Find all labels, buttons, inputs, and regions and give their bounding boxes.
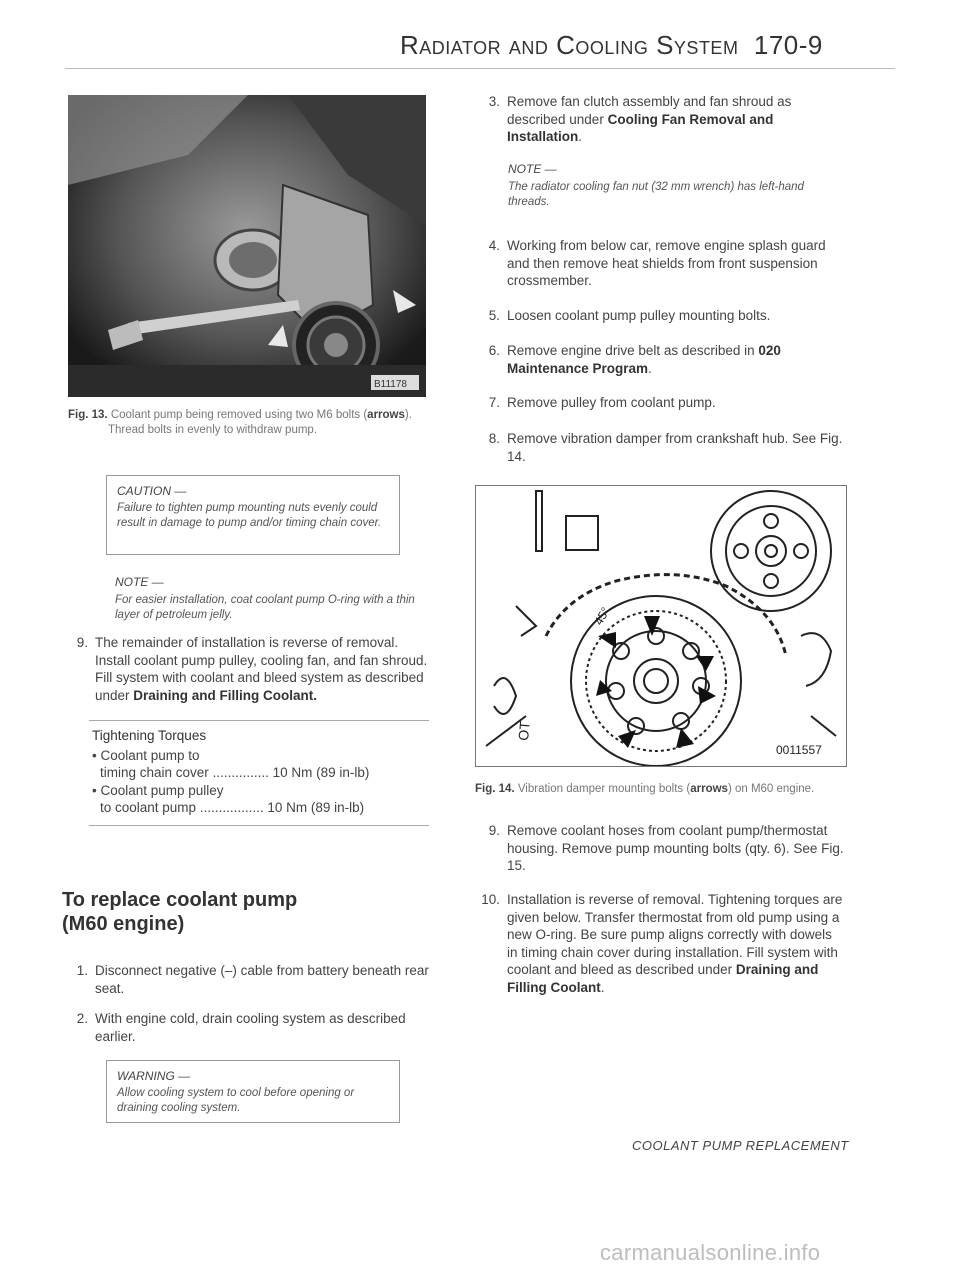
step-number: 5.: [488, 308, 500, 323]
fig13-label: Fig. 13.: [68, 409, 108, 421]
left-note-label: NOTE —: [115, 575, 164, 589]
fig13-caption: [68, 408, 448, 438]
header-rule: [65, 68, 895, 69]
caution-box: [106, 475, 400, 555]
heading-line1: To replace coolant pump: [62, 889, 298, 911]
torque-dots: .................: [199, 800, 264, 815]
watermark-text: carmanualsonline.info: [600, 1240, 821, 1265]
right-note: [508, 162, 838, 210]
fig14-text-2: ) on M60 engine.: [727, 783, 815, 795]
engine-photo-illustration: [68, 95, 426, 397]
step-number: 9.: [488, 823, 500, 838]
step-bold-ref: Draining and Filling Coolant: [507, 962, 819, 995]
left-note: [115, 575, 415, 623]
step-number: 4.: [488, 238, 500, 253]
torque-line1: • Coolant pump to: [92, 747, 200, 763]
step-text: With engine cold, drain cooling system as described earlier.: [95, 1011, 406, 1044]
vibration-damper-line-drawing: [476, 486, 846, 766]
step-number: 10.: [481, 892, 500, 907]
torque-top-rule: [89, 720, 429, 721]
step-bold-ref: Draining and Filling Coolant.: [133, 687, 318, 703]
step-text: Disconnect negative (–) cable from battery beneath rear seat.: [95, 963, 429, 996]
fig14-drawing: [475, 485, 847, 767]
step-text: Remove vibration damper from crankshaft hub. See Fig. 14.: [507, 431, 843, 464]
step-number: 1.: [76, 963, 88, 978]
step-number: 3.: [488, 94, 500, 109]
step-number: 2.: [76, 1011, 88, 1026]
section-heading: [62, 888, 442, 936]
fig14-label: Fig. 14.: [475, 783, 515, 795]
torque-value: 10 Nm (89 in-lb): [272, 765, 370, 780]
torques-title: Tightening Torques: [92, 728, 207, 743]
caution-label: CAUTION —: [117, 484, 187, 498]
header-page-number: 170-9: [753, 30, 823, 60]
step-text: Loosen coolant pump pulley mounting bolts.: [507, 308, 771, 323]
step-text: The remainder of installation is reverse of removal. Install coolant pump pulley, cooling fan, and fan shroud. Fill system with coolant and bleed system as described under: [95, 635, 428, 703]
torque-line2: to coolant pump: [100, 800, 197, 815]
step-text: Remove coolant hoses from coolant pump/thermostat housing. Remove pump mounting bolts (qty. 6). See Fig. 15.: [507, 823, 844, 873]
step-number: 7.: [488, 395, 500, 410]
step-tail: .: [648, 360, 652, 376]
right-note-label: NOTE —: [508, 162, 557, 176]
fig14-drawing-id: 0011557: [776, 743, 822, 757]
step-number: 8.: [488, 431, 500, 446]
fig14-text-1: Vibration damper mounting bolts (: [517, 783, 691, 795]
fig13-photo: [68, 95, 426, 397]
heading-line2: (M60 engine): [62, 913, 185, 935]
step-tail: .: [578, 129, 583, 144]
step-bold-ref: Cooling Fan Removal and Installation: [507, 111, 774, 144]
fig14-angle-mark: 45°: [591, 604, 613, 628]
warning-label: WARNING —: [117, 1069, 191, 1083]
step-text: Remove pulley from coolant pump.: [507, 395, 716, 410]
fig13-text-2: ).: [404, 409, 412, 421]
warning-box: [106, 1060, 400, 1123]
fig14-ot-mark: OT: [515, 720, 533, 742]
step-bold-ref: 020 Maintenance Program: [507, 343, 781, 376]
right-note-text: The radiator cooling fan nut (32 mm wrench) has left-hand threads.: [508, 181, 804, 208]
fig14-arrows: arrows: [690, 783, 728, 795]
step-text: Installation is reverse of removal. Tightening torques are given below. Transfer thermostat from old pump using a new O-ring. Be sure pump aligns correctly with dowels in timing chain cover during installation. Fill system with coolant and bleed as described under: [507, 892, 843, 977]
torque-line2: timing chain cover: [100, 765, 209, 780]
torque-line1: • Coolant pump pulley: [92, 782, 224, 798]
step-text: Remove fan clutch assembly and fan shroud as described under: [507, 94, 792, 127]
fig13-text-3: Thread bolts in evenly to withdraw pump.: [108, 424, 318, 436]
left-note-text: For easier installation, coat coolant pump O-ring with a thin layer of petroleum jelly.: [115, 594, 415, 621]
torque-item: [92, 782, 432, 817]
page-header-title: [400, 30, 823, 61]
torque-value: 10 Nm (89 in-lb): [267, 800, 365, 815]
step-text: Working from below car, remove engine splash guard and then remove heat shields from front suspension crossmember.: [507, 238, 826, 288]
header-title-text: Radiator and Cooling System: [400, 30, 739, 60]
step-text: Remove engine drive belt as described in: [507, 343, 759, 358]
step-tail: .: [600, 979, 605, 995]
step-number: 9.: [76, 635, 88, 650]
warning-text: Allow cooling system to cool before opening or draining cooling system.: [117, 1087, 355, 1114]
fig14-caption: [475, 782, 855, 797]
caution-text: Failure to tighten pump mounting nuts evenly could result in damage to pump and/or timing chain cover.: [117, 502, 382, 529]
step-number: 6.: [488, 343, 500, 358]
torque-bottom-rule: [89, 825, 429, 826]
footer-section-title: COOLANT PUMP REPLACEMENT: [632, 1138, 849, 1153]
fig13-photo-id: B11178: [374, 379, 407, 390]
torque-dots: ...............: [212, 765, 269, 780]
fig13-arrows: arrows: [367, 409, 405, 421]
tightening-torques: [92, 727, 432, 817]
fig13-text-1: Coolant pump being removed using two M6 bolts (: [110, 409, 368, 421]
torque-item: [92, 747, 432, 782]
